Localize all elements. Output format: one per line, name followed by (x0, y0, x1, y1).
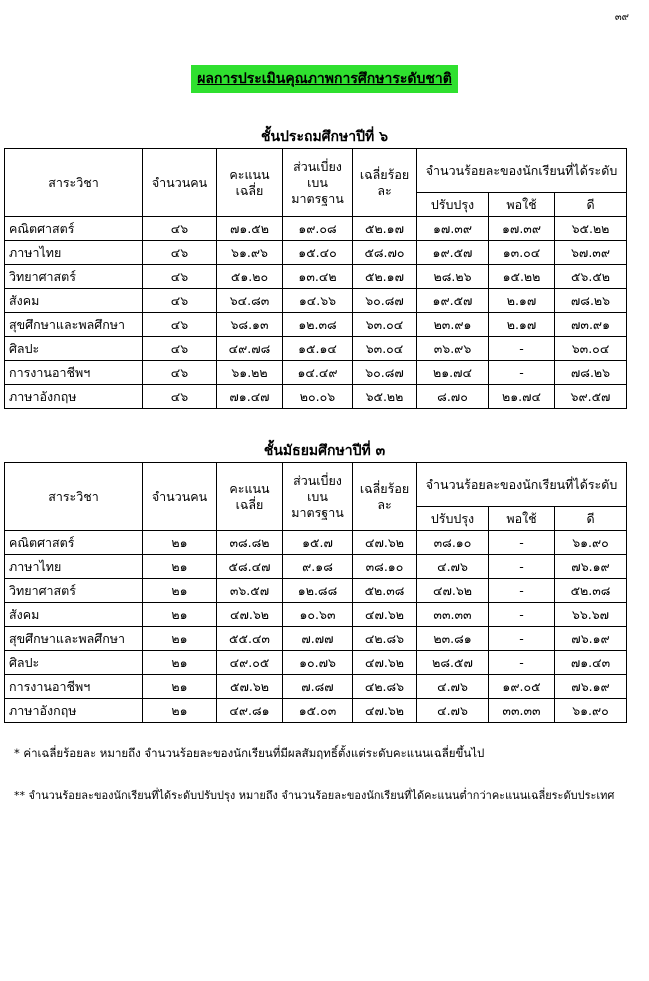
cell-good: ๗๘.๒๖ (555, 289, 627, 313)
cell-avg: ๕๒.๓๘ (353, 579, 417, 603)
table-row (5, 579, 627, 603)
cell-mean: ๖๔.๘๓ (217, 289, 283, 313)
cell-sd: ๑๕.๑๔ (283, 337, 353, 361)
cell-improve: ๔๗.๖๒ (417, 579, 489, 603)
cell-avg: ๕๘.๗๐ (353, 241, 417, 265)
page-number: ๓๙ (614, 12, 629, 23)
cell-avg: ๖๐.๘๗ (353, 361, 417, 385)
header-count: จำนวนคน (143, 149, 217, 217)
cell-sd: ๑๕.๗ (283, 531, 353, 555)
cell-subject: ศิลปะ (5, 337, 143, 361)
cell-sd: ๑๕.๔๐ (283, 241, 353, 265)
cell-count: ๒๑ (143, 531, 217, 555)
table-row (5, 675, 627, 699)
cell-subject: วิทยาศาสตร์ (5, 265, 143, 289)
cell-sd: ๒๐.๐๖ (283, 385, 353, 409)
cell-improve: ๘.๗๐ (417, 385, 489, 409)
header-fair: พอใช้ (489, 507, 555, 531)
cell-improve: ๔.๗๖ (417, 675, 489, 699)
cell-count: ๒๑ (143, 579, 217, 603)
cell-avg: ๔๗.๖๒ (353, 699, 417, 723)
cell-sd: ๗.๗๗ (283, 627, 353, 651)
cell-fair: - (489, 531, 555, 555)
cell-good: ๗๓.๙๑ (555, 313, 627, 337)
cell-fair: ๒๑.๗๔ (489, 385, 555, 409)
cell-subject: วิทยาศาสตร์ (5, 579, 143, 603)
cell-mean: ๔๙.๐๕ (217, 651, 283, 675)
cell-count: ๒๑ (143, 555, 217, 579)
cell-sd: ๑๐.๗๖ (283, 651, 353, 675)
cell-avg: ๔๒.๘๖ (353, 627, 417, 651)
cell-subject: การงานอาชีพฯ (5, 675, 143, 699)
score-table-primary (4, 148, 627, 409)
cell-fair: ๑๗.๓๙ (489, 217, 555, 241)
cell-improve: ๒๓.๘๑ (417, 627, 489, 651)
header-count: จำนวนคน (143, 463, 217, 531)
cell-avg: ๕๒.๑๗ (353, 265, 417, 289)
cell-mean: ๖๑.๙๖ (217, 241, 283, 265)
cell-good: ๕๖.๕๒ (555, 265, 627, 289)
cell-subject: สังคม (5, 289, 143, 313)
header-subject: สาระวิชา (5, 149, 143, 217)
cell-sd: ๑๓.๔๒ (283, 265, 353, 289)
cell-fair: ๒.๑๗ (489, 313, 555, 337)
table-row (5, 313, 627, 337)
cell-good: ๖๖.๖๗ (555, 603, 627, 627)
cell-fair: ๒.๑๗ (489, 289, 555, 313)
cell-avg: ๔๗.๖๒ (353, 531, 417, 555)
cell-avg: ๖๐.๘๗ (353, 289, 417, 313)
cell-subject: ภาษาไทย (5, 555, 143, 579)
header-improve: ปรับปรุง (417, 193, 489, 217)
header-percent-group: จำนวนร้อยละของนักเรียนที่ได้ระดับ (417, 463, 627, 507)
cell-improve: ๓๓.๓๓ (417, 603, 489, 627)
cell-mean: ๔๙.๘๑ (217, 699, 283, 723)
cell-mean: ๔๗.๖๒ (217, 603, 283, 627)
table-row (5, 217, 627, 241)
cell-count: ๔๖ (143, 265, 217, 289)
header-sd: ส่วนเบี่ยงเบนมาตรฐาน (283, 149, 353, 217)
cell-good: ๗๖.๑๙ (555, 627, 627, 651)
cell-count: ๔๖ (143, 241, 217, 265)
header-sd: ส่วนเบี่ยงเบนมาตรฐาน (283, 463, 353, 531)
cell-good: ๖๑.๙๐ (555, 699, 627, 723)
cell-mean: ๕๘.๔๗ (217, 555, 283, 579)
cell-improve: ๒๑.๗๔ (417, 361, 489, 385)
header-good: ดี (555, 193, 627, 217)
cell-sd: ๑๕.๐๓ (283, 699, 353, 723)
cell-avg: ๖๕.๒๒ (353, 385, 417, 409)
cell-subject: ภาษาไทย (5, 241, 143, 265)
section-title-primary: ชั้นประถมศึกษาปีที่ ๖ (260, 129, 389, 145)
table-row (5, 555, 627, 579)
main-title: ผลการประเมินคุณภาพการศึกษาระดับชาติ (191, 65, 458, 93)
cell-subject: การงานอาชีพฯ (5, 361, 143, 385)
cell-subject: สุขศึกษาและพลศึกษา (5, 627, 143, 651)
cell-mean: ๖๑.๒๒ (217, 361, 283, 385)
cell-fair: - (489, 337, 555, 361)
cell-good: ๗๑.๔๓ (555, 651, 627, 675)
footnote-1: * ค่าเฉลี่ยร้อยละ หมายถึง จำนวนร้อยละของนักเรียนที่มีผลสัมฤทธิ์ตั้งแต่ระดับคะแนนเฉลี่ยขึ้นไป (14, 746, 485, 760)
table-row (5, 265, 627, 289)
cell-sd: ๑๒.๘๘ (283, 579, 353, 603)
footnote-2: ** จำนวนร้อยละของนักเรียนที่ได้ระดับปรับปรุง หมายถึง จำนวนร้อยละของนักเรียนที่ได้คะแนนต่ำกว่าคะแนนเฉลี่ยระดับประเทศ (14, 789, 615, 802)
cell-mean: ๖๘.๑๓ (217, 313, 283, 337)
header-improve: ปรับปรุง (417, 507, 489, 531)
cell-mean: ๕๕.๔๓ (217, 627, 283, 651)
cell-mean: ๓๘.๘๒ (217, 531, 283, 555)
cell-fair: ๑๓.๐๔ (489, 241, 555, 265)
cell-count: ๒๑ (143, 675, 217, 699)
score-table-secondary (4, 462, 627, 723)
cell-mean: ๕๑.๒๐ (217, 265, 283, 289)
cell-good: ๗๘.๒๖ (555, 361, 627, 385)
header-fair: พอใช้ (489, 193, 555, 217)
cell-good: ๖๓.๐๔ (555, 337, 627, 361)
cell-improve: ๓๖.๙๖ (417, 337, 489, 361)
cell-improve: ๒๘.๕๗ (417, 651, 489, 675)
header-percent-group: จำนวนร้อยละของนักเรียนที่ได้ระดับ (417, 149, 627, 193)
cell-mean: ๔๙.๗๘ (217, 337, 283, 361)
cell-avg: ๕๒.๑๗ (353, 217, 417, 241)
cell-sd: ๑๒.๓๘ (283, 313, 353, 337)
cell-improve: ๓๘.๑๐ (417, 531, 489, 555)
cell-good: ๖๑.๙๐ (555, 531, 627, 555)
cell-mean: ๕๗.๖๒ (217, 675, 283, 699)
cell-count: ๔๖ (143, 361, 217, 385)
cell-improve: ๒๓.๙๑ (417, 313, 489, 337)
table-row (5, 651, 627, 675)
cell-fair: ๑๕.๒๒ (489, 265, 555, 289)
cell-count: ๔๖ (143, 313, 217, 337)
cell-subject: สังคม (5, 603, 143, 627)
cell-fair: ๑๙.๐๕ (489, 675, 555, 699)
cell-fair: - (489, 555, 555, 579)
cell-fair: - (489, 603, 555, 627)
cell-improve: ๑๙.๕๗ (417, 289, 489, 313)
cell-subject: คณิตศาสตร์ (5, 217, 143, 241)
cell-good: ๖๙.๕๗ (555, 385, 627, 409)
cell-subject: ภาษาอังกฤษ (5, 699, 143, 723)
cell-sd: ๙.๑๘ (283, 555, 353, 579)
cell-improve: ๑๗.๓๙ (417, 217, 489, 241)
header-mean: คะแนนเฉลี่ย (217, 463, 283, 531)
cell-count: ๔๖ (143, 337, 217, 361)
cell-avg: ๓๘.๑๐ (353, 555, 417, 579)
cell-avg: ๖๓.๐๔ (353, 337, 417, 361)
cell-improve: ๑๙.๕๗ (417, 241, 489, 265)
cell-mean: ๓๖.๕๗ (217, 579, 283, 603)
cell-good: ๖๕.๒๒ (555, 217, 627, 241)
cell-fair: - (489, 361, 555, 385)
cell-avg: ๔๗.๖๒ (353, 651, 417, 675)
cell-fair: - (489, 651, 555, 675)
cell-fair: ๓๓.๓๓ (489, 699, 555, 723)
table-row (5, 531, 627, 555)
cell-subject: ภาษาอังกฤษ (5, 385, 143, 409)
cell-avg: ๖๓.๐๔ (353, 313, 417, 337)
cell-mean: ๗๑.๕๒ (217, 217, 283, 241)
header-good: ดี (555, 507, 627, 531)
cell-count: ๔๖ (143, 289, 217, 313)
table-row (5, 627, 627, 651)
cell-count: ๒๑ (143, 699, 217, 723)
table-row (5, 289, 627, 313)
cell-good: ๗๖.๑๙ (555, 675, 627, 699)
table-row (5, 337, 627, 361)
main-title-wrap (0, 65, 649, 93)
cell-fair: - (489, 627, 555, 651)
cell-sd: ๑๙.๐๘ (283, 217, 353, 241)
header-subject: สาระวิชา (5, 463, 143, 531)
cell-good: ๖๗.๓๙ (555, 241, 627, 265)
cell-improve: ๒๘.๒๖ (417, 265, 489, 289)
cell-count: ๒๑ (143, 603, 217, 627)
header-avg-percent: เฉลี่ยร้อยละ (353, 149, 417, 217)
table-row (5, 361, 627, 385)
cell-sd: ๑๔.๔๙ (283, 361, 353, 385)
header-mean: คะแนนเฉลี่ย (217, 149, 283, 217)
cell-improve: ๔.๗๖ (417, 699, 489, 723)
cell-good: ๕๒.๓๘ (555, 579, 627, 603)
cell-count: ๒๑ (143, 627, 217, 651)
cell-mean: ๗๑.๔๗ (217, 385, 283, 409)
cell-count: ๔๖ (143, 385, 217, 409)
cell-subject: คณิตศาสตร์ (5, 531, 143, 555)
cell-fair: - (489, 579, 555, 603)
cell-sd: ๑๔.๖๖ (283, 289, 353, 313)
cell-avg: ๔๒.๘๖ (353, 675, 417, 699)
table-row (5, 385, 627, 409)
table-row (5, 699, 627, 723)
cell-count: ๔๖ (143, 217, 217, 241)
cell-improve: ๔.๗๖ (417, 555, 489, 579)
section-title-secondary: ชั้นมัธยมศึกษาปีที่ ๓ (263, 443, 386, 459)
table-row (5, 241, 627, 265)
cell-sd: ๗.๘๗ (283, 675, 353, 699)
cell-good: ๗๖.๑๙ (555, 555, 627, 579)
cell-subject: สุขศึกษาและพลศึกษา (5, 313, 143, 337)
cell-avg: ๔๗.๖๒ (353, 603, 417, 627)
cell-subject: ศิลปะ (5, 651, 143, 675)
table-row (5, 603, 627, 627)
cell-sd: ๑๐.๖๓ (283, 603, 353, 627)
cell-count: ๒๑ (143, 651, 217, 675)
header-avg-percent: เฉลี่ยร้อยละ (353, 463, 417, 531)
